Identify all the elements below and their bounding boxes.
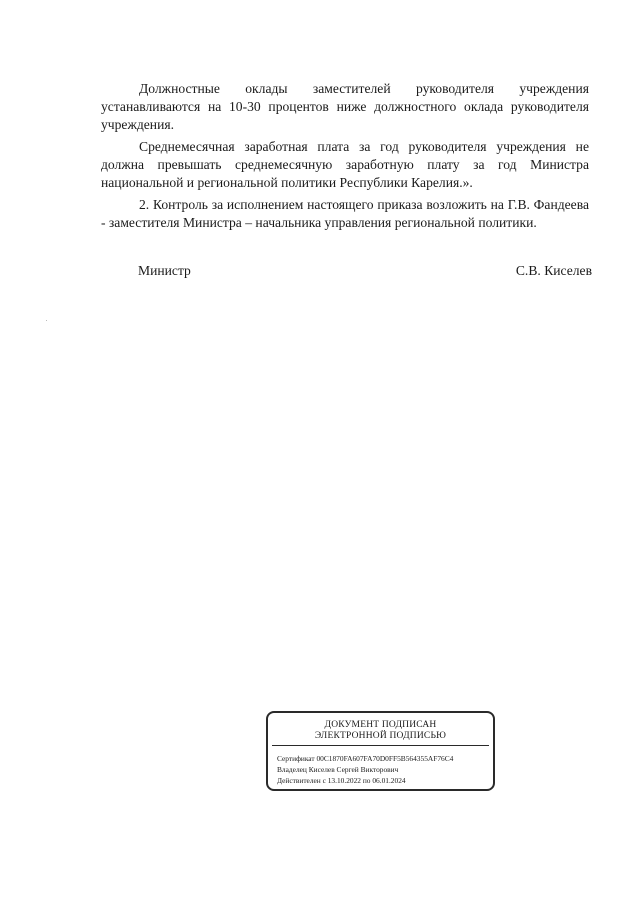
paragraph-deputy-salaries: Должностные оклады заместителей руководителя учреждения устанавливаются на 10-30 процентов ниже должностного оклада руководителя учреждения. [101,81,589,132]
scan-speck [46,320,47,321]
stamp-owner: Владелец Киселев Сергей Викторович [277,765,399,774]
stamp-title-line1: ДОКУМЕНТ ПОДПИСАН [324,720,437,730]
stamp-validity: Действителен с 13.10.2022 по 06.01.2024 [277,776,406,785]
stamp-title-line2: ЭЛЕКТРОННОЙ ПОДПИСЬЮ [314,731,447,741]
paragraph-average-salary: Среднемесячная заработная плата за год руководителя учреждения не должна превышать среднемесячную заработную плату за год Министра национальной и региональной политики Республики Карелия.». [101,139,589,190]
stamp-divider [272,745,489,746]
signatory-role: Министр [138,263,191,278]
document-body [101,80,589,236]
paragraph-control: 2. Контроль за исполнением настоящего приказа возложить на Г.В. Фандеева - заместителя Министра – начальника управления региональной политики. [101,197,589,230]
signatory-name: С.В. Киселев [515,263,592,278]
stamp-details [277,753,489,786]
stamp-certificate: Сертификат 00C1870FA607FA70D0FF5B564355AF76C4 [277,754,454,763]
stamp-title [268,720,493,742]
electronic-signature-stamp [266,711,495,791]
